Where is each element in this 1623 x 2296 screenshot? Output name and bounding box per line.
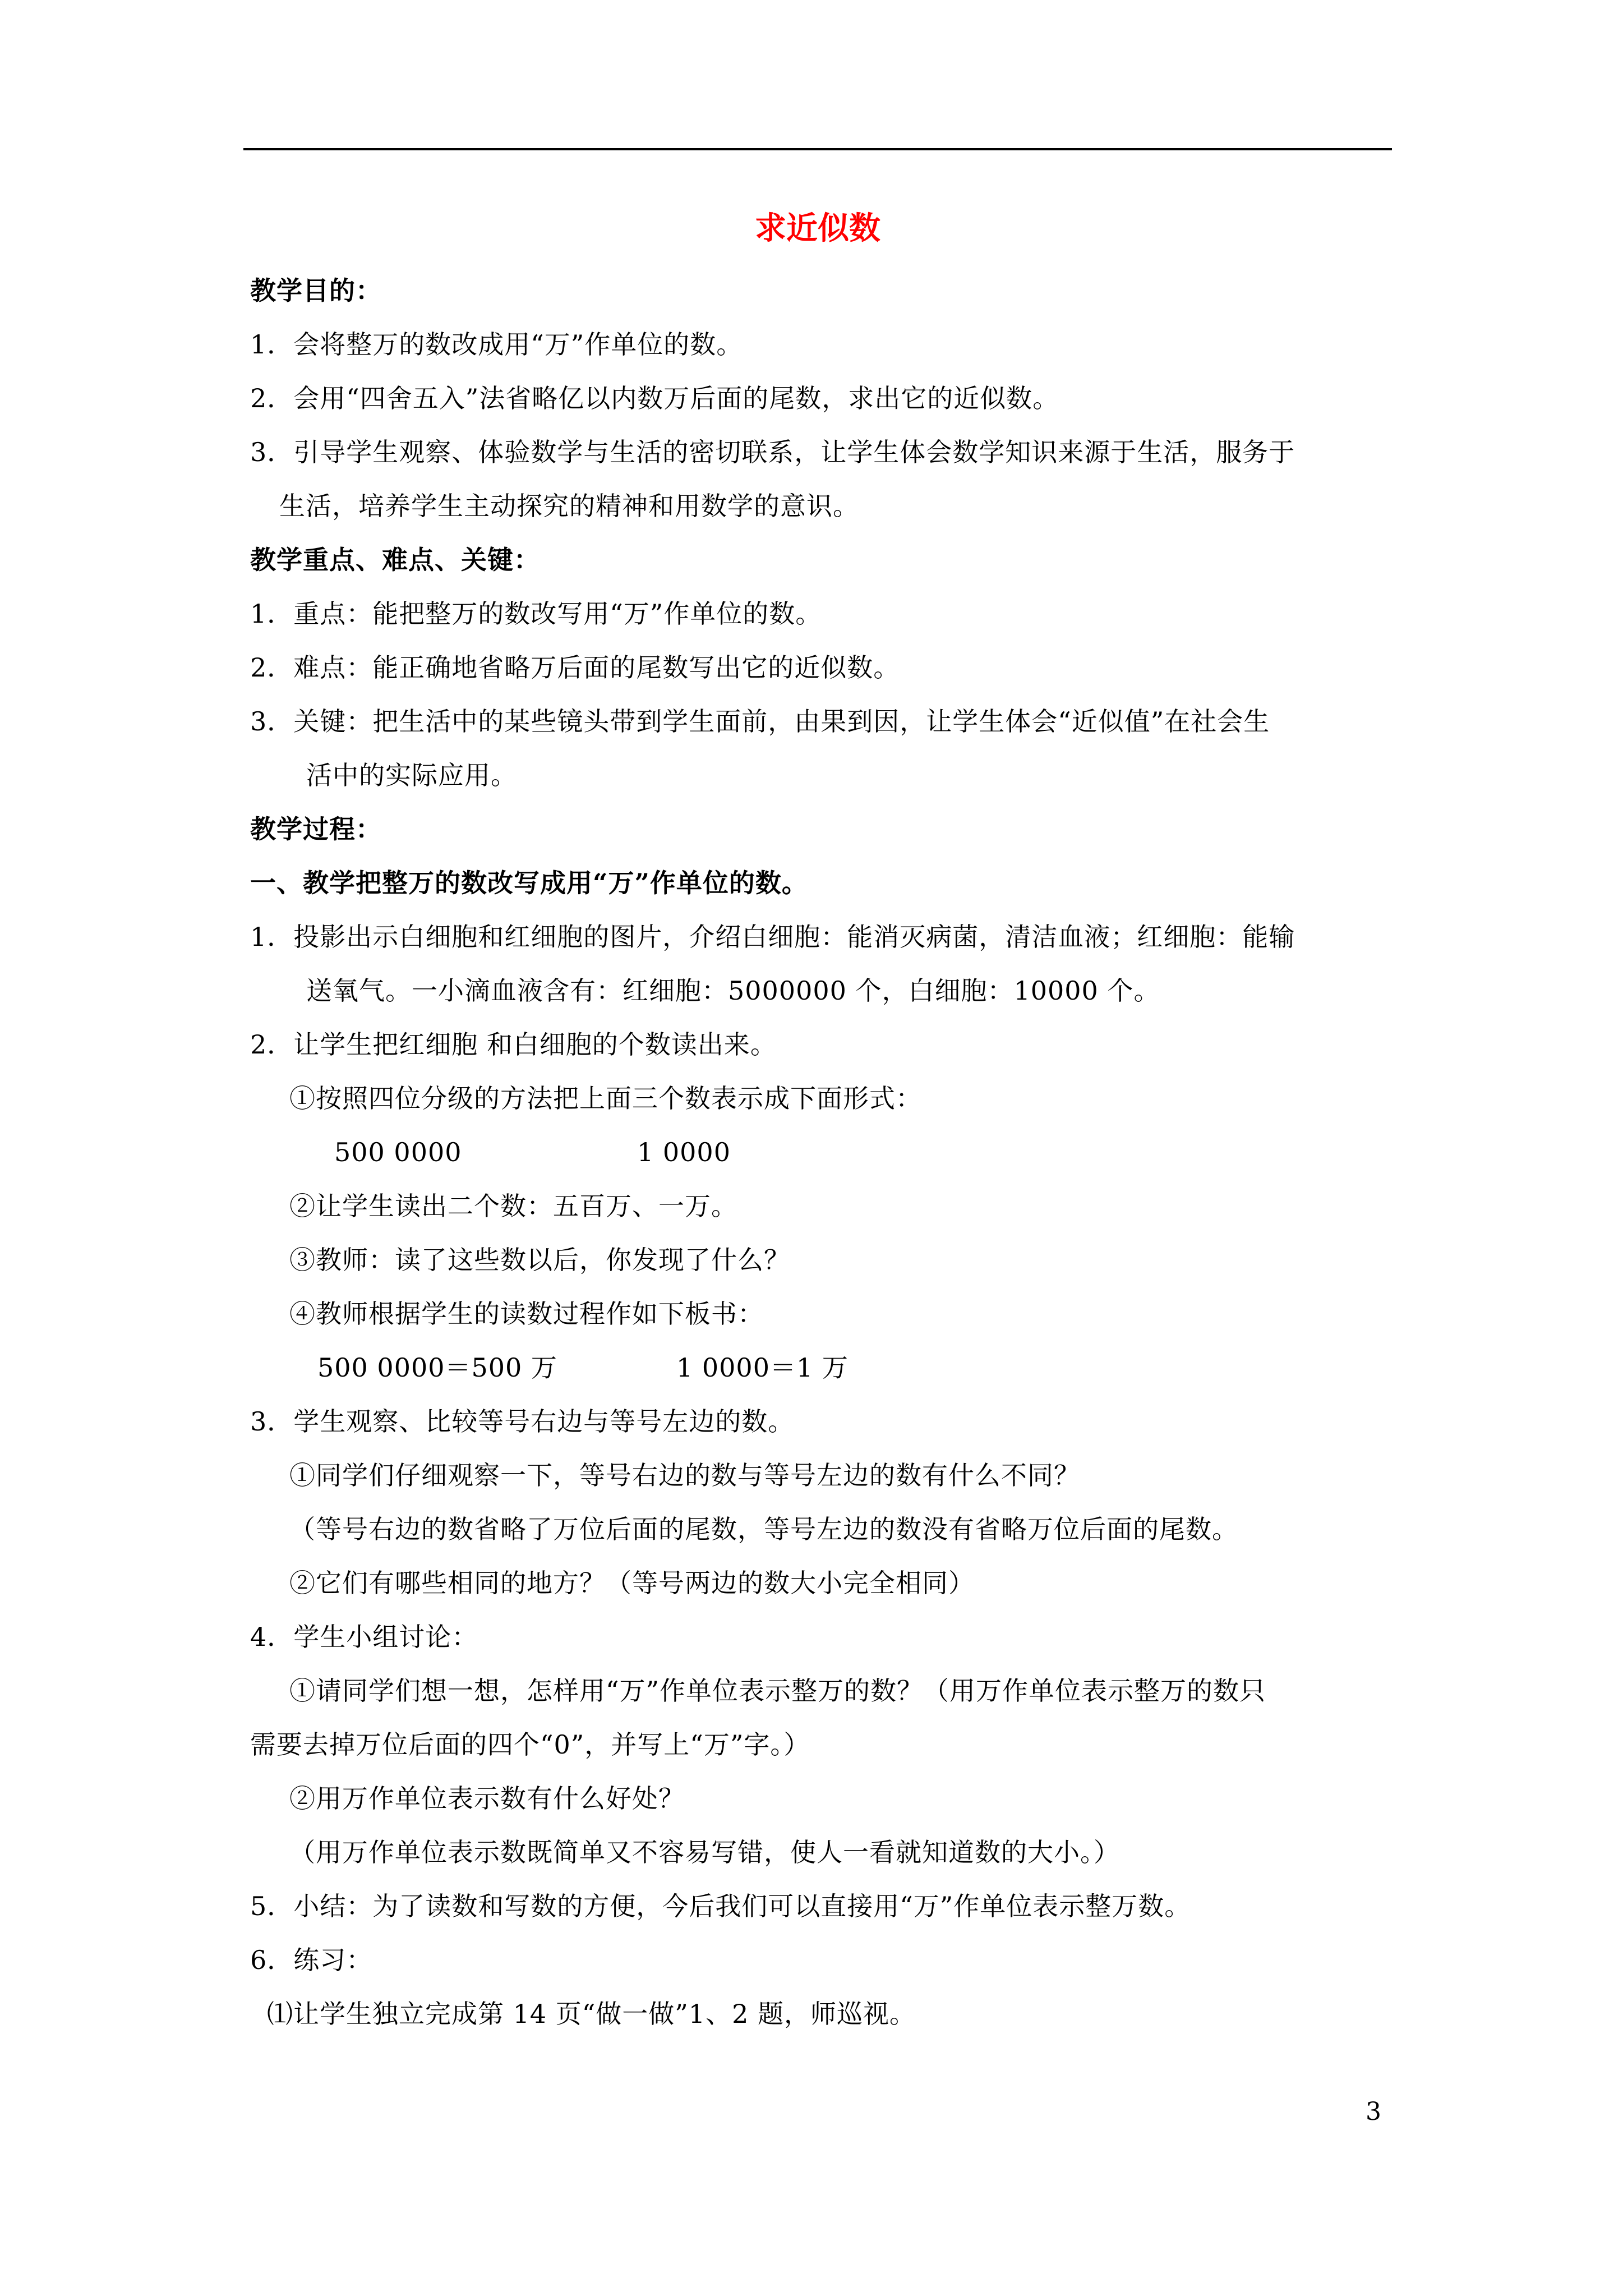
- objective-item: 1．会将整万的数改成用“万”作单位的数。: [250, 329, 743, 360]
- process-line: 5．小结：为了读数和写数的方便，今后我们可以直接用“万”作单位表示整万数。: [250, 1891, 1191, 1921]
- process-line: 2．让学生把红细胞 和白细胞的个数读出来。: [250, 1029, 777, 1060]
- process-line: 3．学生观察、比较等号右边与等号左边的数。: [250, 1406, 795, 1437]
- keypoint-item: 2．难点：能正确地省略万后面的尾数写出它的近似数。: [250, 652, 900, 683]
- process-line: 送氧气。一小滴血液含有：红细胞：5000000 个，白细胞：10000 个。: [306, 976, 1160, 1006]
- process-line: 6．练习：: [250, 1945, 373, 1975]
- number-format-row: [250, 1125, 1394, 1179]
- header-rule: [243, 148, 1392, 150]
- process-line: ③教师：读了这些数以后，你发现了什么？: [289, 1245, 790, 1275]
- process-line: ②让学生读出二个数：五百万、一万。: [289, 1191, 737, 1221]
- process-line: ①按照四位分级的方法把上面三个数表示成下面形式：: [289, 1083, 922, 1114]
- process-line: （等号右边的数省略了万位后面的尾数，等号左边的数没有省略万位后面的尾数。: [289, 1514, 1238, 1544]
- keypoint-item: 1．重点：能把整万的数改写用“万”作单位的数。: [250, 599, 822, 629]
- process-line: 需要去掉万位后面的四个“0”，并写上“万”字。）: [250, 1729, 810, 1760]
- objective-item-continued: 生活，培养学生主动探究的精神和用数学的意识。: [279, 491, 859, 521]
- process-line: ②它们有哪些相同的地方？（等号两边的数大小完全相同）: [289, 1568, 975, 1598]
- document-body: [250, 264, 1394, 2041]
- keypoint-item: 3．关键：把生活中的某些镜头带到学生面前，由果到因，让学生体会“近似值”在社会生: [250, 706, 1270, 737]
- process-line: ④教师根据学生的读数过程作如下板书：: [289, 1299, 764, 1329]
- objective-item: 3．引导学生观察、体验数学与生活的密切联系，让学生体会数学知识来源于生活，服务于: [250, 437, 1295, 467]
- part1-heading: 一、教学把整万的数改写成用“万”作单位的数。: [250, 868, 808, 898]
- objectives-heading: 教学目的：: [250, 275, 382, 306]
- board-writing-a: 500 0000＝500 万: [317, 1352, 557, 1383]
- page-number: 3: [1366, 2097, 1381, 2126]
- process-line: ①同学们仔细观察一下，等号右边的数与等号左边的数有什么不同？: [289, 1460, 1080, 1490]
- keypoint-item-continued: 活中的实际应用。: [306, 760, 517, 790]
- number-format-b: 1 0000: [637, 1137, 731, 1167]
- process-heading: 教学过程：: [250, 814, 382, 844]
- keypoints-heading: 教学重点、难点、关键：: [250, 545, 540, 575]
- process-line: ⑴让学生独立完成第 14 页“做一做”1、2 题，师巡视。: [267, 1999, 916, 2029]
- process-line: 4．学生小组讨论：: [250, 1622, 478, 1652]
- page-title: 求近似数: [755, 210, 880, 247]
- process-line: 1．投影出示白细胞和红细胞的图片，介绍白细胞：能消灭病菌，清洁血液；红细胞：能输: [250, 922, 1295, 952]
- process-line: ②用万作单位表示数有什么好处？: [289, 1783, 685, 1814]
- board-writing-b: 1 0000＝1 万: [676, 1352, 849, 1383]
- board-writing-row: [250, 1341, 1394, 1395]
- number-format-a: 500 0000: [334, 1137, 462, 1167]
- objective-item: 2．会用“四舍五入”法省略亿以内数万后面的尾数，求出它的近似数。: [250, 383, 1059, 413]
- process-line: （用万作单位表示数既简单又不容易写错，使人一看就知道数的大小。）: [289, 1837, 1120, 1867]
- process-line: ①请同学们想一想，怎样用“万”作单位表示整万的数？（用万作单位表示整万的数只: [289, 1676, 1266, 1706]
